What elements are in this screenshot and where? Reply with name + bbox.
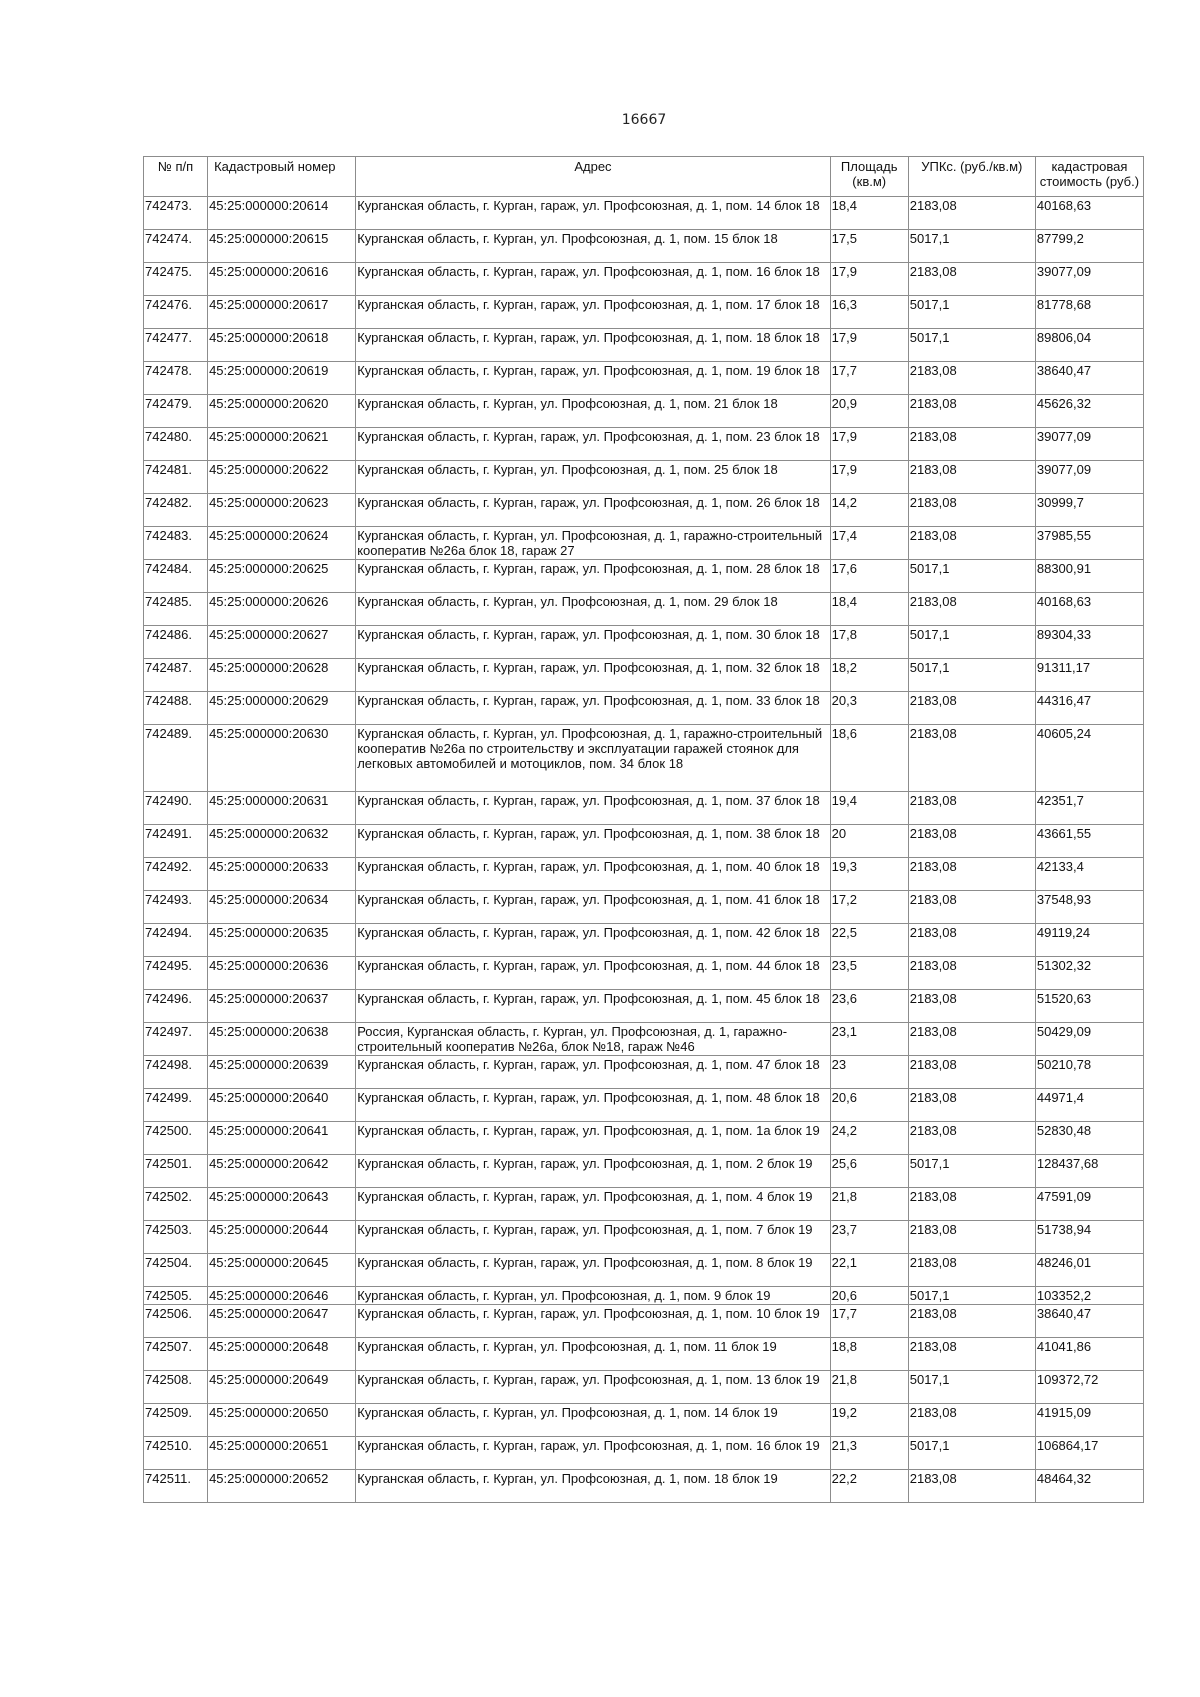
- cell-upks: 5017,1: [908, 560, 1035, 593]
- cell-area: 17,8: [830, 626, 908, 659]
- cell-cadastral: 45:25:000000:20652: [208, 1470, 356, 1503]
- cell-area: 18,4: [830, 197, 908, 230]
- table-row: [144, 230, 1144, 263]
- cell-num: 742492.: [144, 858, 208, 891]
- cell-cadastral: 45:25:000000:20629: [208, 692, 356, 725]
- cell-upks: 2183,08: [908, 792, 1035, 825]
- header-area: Площадь (кв.м): [830, 157, 908, 197]
- cell-area: 23: [830, 1056, 908, 1089]
- cell-address: Курганская область, г. Курган, гараж, ул. Профсоюзная, д. 1, пом. 40 блок 18: [356, 858, 830, 891]
- cell-area: 18,4: [830, 593, 908, 626]
- cell-upks: 2183,08: [908, 1056, 1035, 1089]
- cell-address: Курганская область, г. Курган, гараж, ул. Профсоюзная, д. 1, пом. 30 блок 18: [356, 626, 830, 659]
- cell-num: 742508.: [144, 1371, 208, 1404]
- cell-upks: 2183,08: [908, 825, 1035, 858]
- cell-num: 742474.: [144, 230, 208, 263]
- cell-upks: 2183,08: [908, 263, 1035, 296]
- cell-cadastral: 45:25:000000:20622: [208, 461, 356, 494]
- cell-area: 21,8: [830, 1371, 908, 1404]
- cell-address: Курганская область, г. Курган, ул. Профсоюзная, д. 1, пом. 18 блок 19: [356, 1470, 830, 1503]
- cell-area: 23,7: [830, 1221, 908, 1254]
- cell-cadastral: 45:25:000000:20639: [208, 1056, 356, 1089]
- cell-num: 742496.: [144, 990, 208, 1023]
- table-row: [144, 1122, 1144, 1155]
- cell-area: 19,3: [830, 858, 908, 891]
- cell-upks: 5017,1: [908, 1155, 1035, 1188]
- cell-cadastral: 45:25:000000:20641: [208, 1122, 356, 1155]
- cell-upks: 2183,08: [908, 527, 1035, 560]
- cell-upks: 2183,08: [908, 858, 1035, 891]
- cell-num: 742491.: [144, 825, 208, 858]
- cell-cost: 43661,55: [1035, 825, 1143, 858]
- cell-cadastral: 45:25:000000:20615: [208, 230, 356, 263]
- cell-cost: 88300,91: [1035, 560, 1143, 593]
- cell-address: Курганская область, г. Курган, гараж, ул. Профсоюзная, д. 1, пом. 16 блок 18: [356, 263, 830, 296]
- table-row: [144, 990, 1144, 1023]
- cell-cadastral: 45:25:000000:20617: [208, 296, 356, 329]
- cell-upks: 2183,08: [908, 891, 1035, 924]
- cell-address: Курганская область, г. Курган, гараж, ул. Профсоюзная, д. 1, пом. 26 блок 18: [356, 494, 830, 527]
- cell-upks: 2183,08: [908, 1023, 1035, 1056]
- cell-upks: 2183,08: [908, 1305, 1035, 1338]
- cell-num: 742494.: [144, 924, 208, 957]
- cell-cadastral: 45:25:000000:20637: [208, 990, 356, 1023]
- cell-cost: 44971,4: [1035, 1089, 1143, 1122]
- table-row: [144, 1338, 1144, 1371]
- cell-num: 742498.: [144, 1056, 208, 1089]
- cell-num: 742495.: [144, 957, 208, 990]
- cell-upks: 2183,08: [908, 362, 1035, 395]
- cell-upks: 2183,08: [908, 1221, 1035, 1254]
- cell-num: 742476.: [144, 296, 208, 329]
- cell-cadastral: 45:25:000000:20642: [208, 1155, 356, 1188]
- cell-cost: 48464,32: [1035, 1470, 1143, 1503]
- cell-address: Курганская область, г. Курган, гараж, ул. Профсоюзная, д. 1, пом. 7 блок 19: [356, 1221, 830, 1254]
- cell-address: Курганская область, г. Курган, гараж, ул. Профсоюзная, д. 1, пом. 23 блок 18: [356, 428, 830, 461]
- cell-num: 742510.: [144, 1437, 208, 1470]
- cell-num: 742477.: [144, 329, 208, 362]
- cell-cadastral: 45:25:000000:20616: [208, 263, 356, 296]
- cell-cost: 87799,2: [1035, 230, 1143, 263]
- cell-cadastral: 45:25:000000:20649: [208, 1371, 356, 1404]
- cell-num: 742488.: [144, 692, 208, 725]
- cell-num: 742489.: [144, 725, 208, 792]
- cell-address: Курганская область, г. Курган, гараж, ул. Профсоюзная, д. 1, пом. 13 блок 19: [356, 1371, 830, 1404]
- table-row: [144, 395, 1144, 428]
- table-row: [144, 329, 1144, 362]
- cell-num: 742484.: [144, 560, 208, 593]
- table-row: [144, 1371, 1144, 1404]
- cell-address: Курганская область, г. Курган, гараж, ул. Профсоюзная, д. 1, пом. 14 блок 18: [356, 197, 830, 230]
- cell-cadastral: 45:25:000000:20623: [208, 494, 356, 527]
- table-header: [144, 157, 1144, 197]
- cell-upks: 2183,08: [908, 1122, 1035, 1155]
- cell-cost: 38640,47: [1035, 362, 1143, 395]
- table-row: [144, 725, 1144, 792]
- cell-cadastral: 45:25:000000:20634: [208, 891, 356, 924]
- cell-area: 17,9: [830, 461, 908, 494]
- cell-cost: 103352,2: [1035, 1287, 1143, 1305]
- cell-cadastral: 45:25:000000:20620: [208, 395, 356, 428]
- cell-address: Курганская область, г. Курган, гараж, ул. Профсоюзная, д. 1, пом. 42 блок 18: [356, 924, 830, 957]
- cell-address: Курганская область, г. Курган, ул. Профсоюзная, д. 1, пом. 9 блок 19: [356, 1287, 830, 1305]
- cell-num: 742503.: [144, 1221, 208, 1254]
- cell-address: Курганская область, г. Курган, ул. Профсоюзная, д. 1, пом. 25 блок 18: [356, 461, 830, 494]
- cell-cost: 51520,63: [1035, 990, 1143, 1023]
- table-row: [144, 461, 1144, 494]
- cell-upks: 2183,08: [908, 725, 1035, 792]
- table-row: [144, 296, 1144, 329]
- cell-area: 18,6: [830, 725, 908, 792]
- cell-cost: 51738,94: [1035, 1221, 1143, 1254]
- cell-num: 742490.: [144, 792, 208, 825]
- cell-cost: 42133,4: [1035, 858, 1143, 891]
- cell-address: Курганская область, г. Курган, ул. Профсоюзная, д. 1, пом. 14 блок 19: [356, 1404, 830, 1437]
- cell-area: 20,9: [830, 395, 908, 428]
- cell-address: Курганская область, г. Курган, гараж, ул. Профсоюзная, д. 1, пом. 8 блок 19: [356, 1254, 830, 1287]
- cell-upks: 2183,08: [908, 692, 1035, 725]
- cell-upks: 2183,08: [908, 1470, 1035, 1503]
- cell-cost: 47591,09: [1035, 1188, 1143, 1221]
- cell-address: Курганская область, г. Курган, ул. Профсоюзная, д. 1, пом. 21 блок 18: [356, 395, 830, 428]
- page-number: 16667: [621, 112, 667, 128]
- cell-cadastral: 45:25:000000:20638: [208, 1023, 356, 1056]
- cell-cost: 91311,17: [1035, 659, 1143, 692]
- cell-num: 742485.: [144, 593, 208, 626]
- cell-cost: 41915,09: [1035, 1404, 1143, 1437]
- cell-num: 742500.: [144, 1122, 208, 1155]
- cell-upks: 5017,1: [908, 329, 1035, 362]
- cell-area: 16,3: [830, 296, 908, 329]
- table-row: [144, 1305, 1144, 1338]
- cell-cost: 40168,63: [1035, 593, 1143, 626]
- table-row: [144, 1437, 1144, 1470]
- cell-num: 742483.: [144, 527, 208, 560]
- cell-cost: 42351,7: [1035, 792, 1143, 825]
- table-row: [144, 957, 1144, 990]
- cell-upks: 2183,08: [908, 593, 1035, 626]
- cell-cost: 50210,78: [1035, 1056, 1143, 1089]
- cell-area: 20: [830, 825, 908, 858]
- cell-address: Курганская область, г. Курган, ул. Профсоюзная, д. 1, пом. 15 блок 18: [356, 230, 830, 263]
- cell-upks: 2183,08: [908, 1338, 1035, 1371]
- cell-area: 21,3: [830, 1437, 908, 1470]
- cell-area: 19,4: [830, 792, 908, 825]
- table-row: [144, 494, 1144, 527]
- cell-num: 742499.: [144, 1089, 208, 1122]
- cell-address: Курганская область, г. Курган, гараж, ул. Профсоюзная, д. 1, пом. 41 блок 18: [356, 891, 830, 924]
- table-row: [144, 263, 1144, 296]
- cell-address: Курганская область, г. Курган, гараж, ул. Профсоюзная, д. 1, пом. 1а блок 19: [356, 1122, 830, 1155]
- cell-cost: 89806,04: [1035, 329, 1143, 362]
- cell-num: 742487.: [144, 659, 208, 692]
- cell-address: Курганская область, г. Курган, гараж, ул. Профсоюзная, д. 1, пом. 48 блок 18: [356, 1089, 830, 1122]
- cell-upks: 2183,08: [908, 1404, 1035, 1437]
- cell-cadastral: 45:25:000000:20619: [208, 362, 356, 395]
- cell-area: 17,2: [830, 891, 908, 924]
- table-row: [144, 626, 1144, 659]
- cell-cadastral: 45:25:000000:20648: [208, 1338, 356, 1371]
- table-row: [144, 1056, 1144, 1089]
- cell-num: 742479.: [144, 395, 208, 428]
- cadastral-table: [143, 156, 1144, 1503]
- cell-address: Курганская область, г. Курган, гараж, ул. Профсоюзная, д. 1, пом. 17 блок 18: [356, 296, 830, 329]
- cell-cadastral: 45:25:000000:20614: [208, 197, 356, 230]
- table-row: [144, 362, 1144, 395]
- cell-cost: 37985,55: [1035, 527, 1143, 560]
- cell-area: 17,9: [830, 263, 908, 296]
- cell-area: 17,4: [830, 527, 908, 560]
- cell-area: 20,6: [830, 1089, 908, 1122]
- cell-upks: 5017,1: [908, 296, 1035, 329]
- cell-cadastral: 45:25:000000:20632: [208, 825, 356, 858]
- header-upks: УПКс. (руб./кв.м): [908, 157, 1035, 197]
- cell-num: 742480.: [144, 428, 208, 461]
- cell-cadastral: 45:25:000000:20618: [208, 329, 356, 362]
- cell-area: 17,7: [830, 1305, 908, 1338]
- cell-address: Курганская область, г. Курган, гараж, ул. Профсоюзная, д. 1, пом. 18 блок 18: [356, 329, 830, 362]
- cell-cadastral: 45:25:000000:20645: [208, 1254, 356, 1287]
- cell-upks: 5017,1: [908, 659, 1035, 692]
- cell-area: 23,5: [830, 957, 908, 990]
- cell-cadastral: 45:25:000000:20624: [208, 527, 356, 560]
- cell-address: Курганская область, г. Курган, гараж, ул. Профсоюзная, д. 1, пом. 37 блок 18: [356, 792, 830, 825]
- cell-cost: 89304,33: [1035, 626, 1143, 659]
- cell-area: 17,7: [830, 362, 908, 395]
- cell-upks: 5017,1: [908, 1371, 1035, 1404]
- cell-address: Курганская область, г. Курган, ул. Профсоюзная, д. 1, пом. 11 блок 19: [356, 1338, 830, 1371]
- cell-address: Курганская область, г. Курган, ул. Профсоюзная, д. 1, пом. 29 блок 18: [356, 593, 830, 626]
- cell-cadastral: 45:25:000000:20633: [208, 858, 356, 891]
- table-row: [144, 924, 1144, 957]
- cell-cost: 81778,68: [1035, 296, 1143, 329]
- cell-cadastral: 45:25:000000:20628: [208, 659, 356, 692]
- cell-upks: 5017,1: [908, 626, 1035, 659]
- cell-upks: 5017,1: [908, 1437, 1035, 1470]
- cell-area: 17,9: [830, 329, 908, 362]
- cell-cost: 48246,01: [1035, 1254, 1143, 1287]
- cell-upks: 2183,08: [908, 924, 1035, 957]
- cell-num: 742481.: [144, 461, 208, 494]
- cell-cost: 45626,32: [1035, 395, 1143, 428]
- table-row: [144, 1287, 1144, 1305]
- cell-address: Курганская область, г. Курган, гараж, ул. Профсоюзная, д. 1, пом. 47 блок 18: [356, 1056, 830, 1089]
- cell-num: 742501.: [144, 1155, 208, 1188]
- cell-cadastral: 45:25:000000:20651: [208, 1437, 356, 1470]
- cell-cadastral: 45:25:000000:20625: [208, 560, 356, 593]
- cell-num: 742475.: [144, 263, 208, 296]
- cell-cost: 30999,7: [1035, 494, 1143, 527]
- cell-cadastral: 45:25:000000:20650: [208, 1404, 356, 1437]
- cell-cadastral: 45:25:000000:20640: [208, 1089, 356, 1122]
- cell-area: 25,6: [830, 1155, 908, 1188]
- cell-cost: 40605,24: [1035, 725, 1143, 792]
- cell-num: 742505.: [144, 1287, 208, 1305]
- table-row: [144, 825, 1144, 858]
- cell-num: 742493.: [144, 891, 208, 924]
- cell-address: Курганская область, г. Курган, гараж, ул. Профсоюзная, д. 1, пом. 19 блок 18: [356, 362, 830, 395]
- cell-upks: 2183,08: [908, 395, 1035, 428]
- cell-address: Россия, Курганская область, г. Курган, ул. Профсоюзная, д. 1, гаражно-строительный кооператив №26а, блок №18, гараж №46: [356, 1023, 830, 1056]
- cell-upks: 2183,08: [908, 1188, 1035, 1221]
- cell-area: 20,3: [830, 692, 908, 725]
- header-cost: кадастровая стоимость (руб.): [1035, 157, 1143, 197]
- table-row: [144, 891, 1144, 924]
- cell-cadastral: 45:25:000000:20646: [208, 1287, 356, 1305]
- cell-area: 14,2: [830, 494, 908, 527]
- cell-address: Курганская область, г. Курган, гараж, ул. Профсоюзная, д. 1, пом. 10 блок 19: [356, 1305, 830, 1338]
- cell-address: Курганская область, г. Курган, гараж, ул. Профсоюзная, д. 1, пом. 16 блок 19: [356, 1437, 830, 1470]
- cell-cadastral: 45:25:000000:20626: [208, 593, 356, 626]
- cell-area: 19,2: [830, 1404, 908, 1437]
- cell-area: 20,6: [830, 1287, 908, 1305]
- cell-cadastral: 45:25:000000:20647: [208, 1305, 356, 1338]
- cell-area: 18,2: [830, 659, 908, 692]
- cell-cost: 51302,32: [1035, 957, 1143, 990]
- cell-area: 23,1: [830, 1023, 908, 1056]
- cell-cost: 37548,93: [1035, 891, 1143, 924]
- table-row: [144, 428, 1144, 461]
- table-row: [144, 692, 1144, 725]
- cell-cost: 128437,68: [1035, 1155, 1143, 1188]
- cell-cadastral: 45:25:000000:20631: [208, 792, 356, 825]
- cell-upks: 2183,08: [908, 428, 1035, 461]
- cell-cost: 38640,47: [1035, 1305, 1143, 1338]
- cell-area: 17,5: [830, 230, 908, 263]
- cell-cadastral: 45:25:000000:20621: [208, 428, 356, 461]
- cell-cost: 50429,09: [1035, 1023, 1143, 1056]
- cell-cadastral: 45:25:000000:20635: [208, 924, 356, 957]
- cell-cost: 52830,48: [1035, 1122, 1143, 1155]
- table-row: [144, 1155, 1144, 1188]
- cell-area: 21,8: [830, 1188, 908, 1221]
- cell-cost: 109372,72: [1035, 1371, 1143, 1404]
- cell-num: 742511.: [144, 1470, 208, 1503]
- cell-upks: 2183,08: [908, 957, 1035, 990]
- cell-upks: 2183,08: [908, 990, 1035, 1023]
- cell-address: Курганская область, г. Курган, гараж, ул. Профсоюзная, д. 1, пом. 38 блок 18: [356, 825, 830, 858]
- cell-address: Курганская область, г. Курган, гараж, ул. Профсоюзная, д. 1, пом. 2 блок 19: [356, 1155, 830, 1188]
- cell-num: 742482.: [144, 494, 208, 527]
- cell-address: Курганская область, г. Курган, ул. Профсоюзная, д. 1, гаражно-строительный кооператив №26а по строительству и эксплуатации гаражей стоянок для легковых автомобилей и мотоциклов, пом. 34 блок 18: [356, 725, 830, 792]
- table-row: [144, 1221, 1144, 1254]
- cell-cost: 44316,47: [1035, 692, 1143, 725]
- cell-address: Курганская область, г. Курган, гараж, ул. Профсоюзная, д. 1, пом. 44 блок 18: [356, 957, 830, 990]
- cell-upks: 2183,08: [908, 461, 1035, 494]
- cell-cadastral: 45:25:000000:20627: [208, 626, 356, 659]
- cell-area: 22,1: [830, 1254, 908, 1287]
- table-row: [144, 197, 1144, 230]
- cell-area: 17,9: [830, 428, 908, 461]
- cell-area: 23,6: [830, 990, 908, 1023]
- cell-num: 742473.: [144, 197, 208, 230]
- cell-upks: 2183,08: [908, 197, 1035, 230]
- cell-address: Курганская область, г. Курган, ул. Профсоюзная, д. 1, гаражно-строительный кооператив №26а блок 18, гараж 27: [356, 527, 830, 560]
- cell-num: 742478.: [144, 362, 208, 395]
- cell-cadastral: 45:25:000000:20644: [208, 1221, 356, 1254]
- header-row: [144, 157, 1144, 197]
- cell-cost: 39077,09: [1035, 461, 1143, 494]
- cell-cost: 39077,09: [1035, 428, 1143, 461]
- cell-upks: 2183,08: [908, 1254, 1035, 1287]
- cell-area: 17,6: [830, 560, 908, 593]
- cell-cost: 49119,24: [1035, 924, 1143, 957]
- cell-upks: 2183,08: [908, 1089, 1035, 1122]
- table-row: [144, 560, 1144, 593]
- cell-area: 22,2: [830, 1470, 908, 1503]
- cell-cadastral: 45:25:000000:20643: [208, 1188, 356, 1221]
- cell-cost: 39077,09: [1035, 263, 1143, 296]
- table-row: [144, 1089, 1144, 1122]
- table-row: [144, 1404, 1144, 1437]
- cell-upks: 5017,1: [908, 1287, 1035, 1305]
- table-row: [144, 1188, 1144, 1221]
- header-cadastral: Кадастровый номер: [208, 157, 356, 197]
- cell-address: Курганская область, г. Курган, гараж, ул. Профсоюзная, д. 1, пом. 28 блок 18: [356, 560, 830, 593]
- cell-area: 24,2: [830, 1122, 908, 1155]
- header-num: № п/п: [144, 157, 208, 197]
- table-row: [144, 1254, 1144, 1287]
- cell-address: Курганская область, г. Курган, гараж, ул. Профсоюзная, д. 1, пом. 45 блок 18: [356, 990, 830, 1023]
- table-row: [144, 593, 1144, 626]
- cell-num: 742486.: [144, 626, 208, 659]
- cell-cost: 41041,86: [1035, 1338, 1143, 1371]
- cell-num: 742507.: [144, 1338, 208, 1371]
- cell-num: 742502.: [144, 1188, 208, 1221]
- cell-address: Курганская область, г. Курган, гараж, ул. Профсоюзная, д. 1, пом. 33 блок 18: [356, 692, 830, 725]
- cell-num: 742509.: [144, 1404, 208, 1437]
- cell-cadastral: 45:25:000000:20636: [208, 957, 356, 990]
- table-row: [144, 527, 1144, 560]
- cell-upks: 2183,08: [908, 494, 1035, 527]
- cell-num: 742506.: [144, 1305, 208, 1338]
- cell-num: 742497.: [144, 1023, 208, 1056]
- cell-cost: 40168,63: [1035, 197, 1143, 230]
- table-row: [144, 659, 1144, 692]
- cell-address: Курганская область, г. Курган, гараж, ул. Профсоюзная, д. 1, пом. 32 блок 18: [356, 659, 830, 692]
- cell-upks: 5017,1: [908, 230, 1035, 263]
- table-row: [144, 1023, 1144, 1056]
- cell-cadastral: 45:25:000000:20630: [208, 725, 356, 792]
- table-row: [144, 1470, 1144, 1503]
- header-address: Адрес: [356, 157, 830, 197]
- cell-area: 18,8: [830, 1338, 908, 1371]
- table-row: [144, 792, 1144, 825]
- cell-address: Курганская область, г. Курган, гараж, ул. Профсоюзная, д. 1, пом. 4 блок 19: [356, 1188, 830, 1221]
- cell-num: 742504.: [144, 1254, 208, 1287]
- table-body: [144, 197, 1144, 1503]
- cell-area: 22,5: [830, 924, 908, 957]
- cell-cost: 106864,17: [1035, 1437, 1143, 1470]
- table-row: [144, 858, 1144, 891]
